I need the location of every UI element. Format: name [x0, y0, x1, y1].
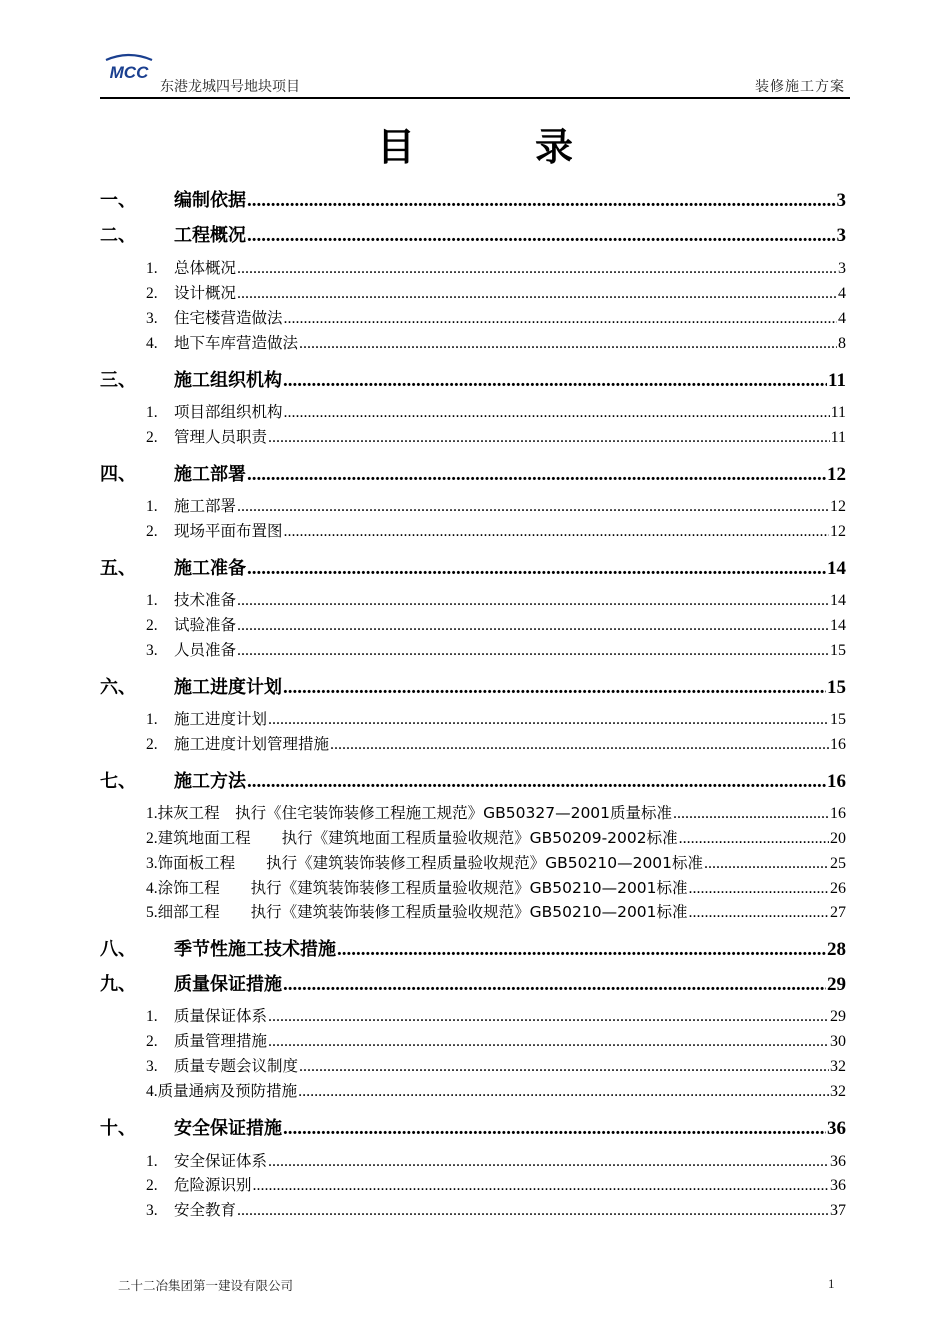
- toc-entry-number: 4.: [146, 1083, 158, 1100]
- toc-entry-number: 1.: [146, 711, 158, 728]
- toc-dot-leader: [283, 1118, 826, 1140]
- toc-entry[interactable]: [100, 186, 846, 212]
- toc-entry-title: 安全教育: [174, 1201, 237, 1219]
- toc-entry-page: 37: [830, 1202, 846, 1219]
- toc-entry-title: 危险源识别: [174, 1176, 252, 1194]
- toc-dot-leader: [689, 880, 829, 898]
- toc-dot-leader: [237, 642, 829, 660]
- toc-entry-page: 15: [830, 711, 846, 728]
- toc-entry-page: 16: [827, 771, 846, 792]
- toc-entry-number: 六、: [100, 677, 136, 698]
- toc-entry-number: 1.: [146, 805, 158, 822]
- toc-entry-title: 质量专题会议制度: [174, 1057, 299, 1075]
- toc-entry-number: 四、: [100, 464, 136, 485]
- toc-entry[interactable]: [100, 494, 846, 516]
- toc-entry-title: 住宅楼营造做法: [174, 309, 283, 327]
- toc-entry-page: 3: [836, 190, 846, 211]
- toc-entry-title: 施工进度计划: [174, 710, 268, 728]
- toc-entry-number: 七、: [100, 771, 136, 792]
- toc-entry-title: 质量通病及预防措施: [157, 1082, 298, 1100]
- toc-entry-number: 3.: [146, 642, 158, 659]
- toc-entry-title: 施工进度计划管理措施: [174, 735, 330, 753]
- toc-entry-number: 4.: [146, 335, 158, 352]
- toc-entry-title: 现场平面布置图: [174, 522, 283, 540]
- toc-entry-page: 11: [828, 370, 846, 391]
- toc-dot-leader: [237, 592, 829, 610]
- toc-entry-page: 27: [830, 904, 846, 921]
- toc-entry-title: 地下车库营造做法: [174, 334, 299, 352]
- toc-entry-page: 4: [838, 285, 846, 302]
- toc-entry-page: 28: [827, 939, 846, 960]
- toc-entry-page: 32: [830, 1058, 846, 1075]
- toc-entry-title: 技术准备: [174, 591, 237, 609]
- toc-entry-number: 五、: [100, 558, 136, 579]
- toc-entry-page: 15: [830, 642, 846, 659]
- toc-entry[interactable]: [100, 826, 846, 848]
- toc-dot-leader: [237, 617, 829, 635]
- toc-entry-title: 施工部署: [174, 497, 237, 515]
- toc-entry-title: 建筑地面工程 执行《建筑地面工程质量验收规范》GB50209-2002标准: [157, 829, 678, 847]
- toc-entry[interactable]: [100, 801, 846, 823]
- toc-dot-leader: [284, 523, 829, 541]
- toc-dot-leader: [237, 260, 837, 278]
- toc-dot-leader: [679, 830, 829, 848]
- toc-entry-title: 施工准备: [174, 558, 246, 579]
- toc-entry[interactable]: [100, 1114, 846, 1140]
- toc-entry[interactable]: [100, 1079, 846, 1101]
- toc-entry-number: 2.: [146, 617, 158, 634]
- toc-entry-title: 细部工程 执行《建筑装饰装修工程质量验收规范》GB50210—2001标准: [157, 903, 688, 921]
- toc-entry-page: 12: [830, 523, 846, 540]
- toc-dot-leader: [284, 404, 830, 422]
- toc-entry-number: 2.: [146, 830, 158, 847]
- toc-dot-leader: [237, 285, 837, 303]
- toc-dot-leader: [268, 1008, 829, 1026]
- toc-entry-number: 2.: [146, 1177, 158, 1194]
- toc-dot-leader: [237, 1202, 829, 1220]
- toc-entry-page: 36: [830, 1153, 846, 1170]
- toc-dot-leader: [283, 677, 826, 699]
- toc-entry-number: 1.: [146, 1008, 158, 1025]
- toc-entry[interactable]: [100, 732, 846, 754]
- toc-entry-title: 编制依据: [174, 190, 246, 211]
- toc-entry-page: 3: [836, 225, 846, 246]
- toc-entry-title: 人员准备: [174, 641, 237, 659]
- toc-entry-title: 施工进度计划: [174, 677, 282, 698]
- footer-page-number: 1: [828, 1276, 835, 1291]
- toc-entry[interactable]: [100, 366, 846, 392]
- header-divider: [100, 97, 850, 99]
- logo-text: MCC: [109, 63, 149, 82]
- toc-entry-page: 26: [830, 880, 846, 897]
- toc-entry[interactable]: [100, 767, 846, 793]
- toc-entry-page: 14: [830, 617, 846, 634]
- toc-entry[interactable]: [100, 876, 846, 898]
- toc-dot-leader: [247, 190, 836, 212]
- toc-dot-leader: [673, 805, 829, 823]
- toc-entry[interactable]: [100, 460, 846, 486]
- toc-entry-title: 总体概况: [174, 259, 237, 277]
- toc-dot-leader: [247, 225, 836, 247]
- toc-entry-number: 3.: [146, 1202, 158, 1219]
- toc-dot-leader: [284, 310, 837, 328]
- toc-entry-title: 施工组织机构: [174, 370, 282, 391]
- toc-entry-page: 11: [830, 429, 846, 446]
- toc-dot-leader: [237, 498, 829, 516]
- toc-entry-page: 32: [830, 1083, 846, 1100]
- toc-entry-number: 一、: [100, 190, 136, 211]
- toc-entry-title: 质量保证措施: [174, 974, 282, 995]
- toc-entry-title: 工程概况: [174, 225, 246, 246]
- header-project-name: 东港龙城四号地块项目: [160, 79, 300, 95]
- toc-entry[interactable]: [100, 221, 846, 247]
- toc-dot-leader: [337, 939, 826, 961]
- header-document-type: 装修施工方案: [755, 79, 845, 95]
- toc-entry-page: 16: [830, 805, 846, 822]
- toc-entry-page: 3: [838, 260, 846, 277]
- toc-entry[interactable]: [100, 935, 846, 961]
- toc-entry[interactable]: [100, 1149, 846, 1171]
- toc-entry-title: 季节性施工技术措施: [174, 939, 336, 960]
- toc-entry-page: 4: [838, 310, 846, 327]
- toc-entry[interactable]: [100, 425, 846, 447]
- toc-entry-number: 5.: [146, 904, 158, 921]
- toc-entry[interactable]: [100, 638, 846, 660]
- toc-entry-title: 质量管理措施: [174, 1032, 268, 1050]
- toc-entry-title: 饰面板工程 执行《建筑装饰装修工程质量验收规范》GB50210—2001标准: [157, 854, 704, 872]
- toc-dot-leader: [299, 1058, 829, 1076]
- toc-entry-title: 安全保证措施: [174, 1118, 282, 1139]
- toc-entry[interactable]: [100, 851, 846, 873]
- toc-entry[interactable]: [100, 970, 846, 996]
- toc-entry-page: 14: [827, 558, 846, 579]
- toc-entry-number: 1.: [146, 404, 158, 421]
- toc-entry-number: 3.: [146, 855, 158, 872]
- toc-entry[interactable]: [100, 256, 846, 278]
- toc-entry[interactable]: [100, 673, 846, 699]
- toc-entry[interactable]: [100, 1029, 846, 1051]
- toc-entry[interactable]: [100, 331, 846, 353]
- toc-entry-title: 质量保证体系: [174, 1007, 268, 1025]
- toc-entry-page: 8: [838, 335, 846, 352]
- toc-entry[interactable]: [100, 613, 846, 635]
- toc-entry-number: 3.: [146, 1058, 158, 1075]
- toc-entry-number: 2.: [146, 285, 158, 302]
- toc-entry-page: 29: [827, 974, 846, 995]
- toc-dot-leader: [689, 904, 829, 922]
- toc-title-left: 目: [376, 124, 415, 169]
- toc-entry-number: 1.: [146, 260, 158, 277]
- toc-dot-leader: [247, 464, 826, 486]
- toc-entry[interactable]: [100, 1054, 846, 1076]
- toc-entry-title: 抹灰工程 执行《住宅装饰装修工程施工规范》GB50327—2001质量标准: [157, 804, 673, 822]
- toc-entry-page: 12: [830, 498, 846, 515]
- toc-entry-page: 25: [830, 855, 846, 872]
- toc-entry-title: 试验准备: [174, 616, 237, 634]
- toc-entry-number: 十、: [100, 1118, 136, 1139]
- toc-entry-number: 三、: [100, 370, 136, 391]
- toc-dot-leader: [298, 1083, 829, 1101]
- toc-entry-title: 施工部署: [174, 464, 246, 485]
- toc-entry-title: 项目部组织机构: [174, 403, 283, 421]
- toc-entry[interactable]: [100, 281, 846, 303]
- toc-dot-leader: [268, 1153, 829, 1171]
- toc-entry-number: 八、: [100, 939, 136, 960]
- toc-entry-page: 36: [827, 1118, 846, 1139]
- toc-entry-page: 12: [827, 464, 846, 485]
- toc-entry-page: 11: [830, 404, 846, 421]
- toc-dot-leader: [247, 771, 826, 793]
- toc-entry[interactable]: [100, 1173, 846, 1195]
- toc-entry-title: 施工方法: [174, 771, 246, 792]
- toc-entry-page: 14: [830, 592, 846, 609]
- toc-entry[interactable]: [100, 400, 846, 422]
- toc-entry[interactable]: [100, 588, 846, 610]
- toc-entry-number: 2.: [146, 523, 158, 540]
- toc-entry-number: 2.: [146, 1033, 158, 1050]
- toc-entry-page: 20: [830, 830, 846, 847]
- toc-dot-leader: [253, 1177, 829, 1195]
- toc-dot-leader: [268, 711, 829, 729]
- toc-entry-number: 2.: [146, 429, 158, 446]
- toc-entry-number: 4.: [146, 880, 158, 897]
- toc-entry[interactable]: [100, 1198, 846, 1220]
- toc-dot-leader: [268, 429, 830, 447]
- toc-dot-leader: [330, 736, 829, 754]
- toc-entry-title: 涂饰工程 执行《建筑装饰装修工程质量验收规范》GB50210—2001标准: [157, 879, 688, 897]
- toc-entry-page: 29: [830, 1008, 846, 1025]
- toc-entry-number: 1.: [146, 592, 158, 609]
- toc-entry-page: 16: [830, 736, 846, 753]
- toc-entry-page: 36: [830, 1177, 846, 1194]
- toc-dot-leader: [268, 1033, 829, 1051]
- toc-title: [0, 116, 950, 171]
- toc-entry[interactable]: [100, 519, 846, 541]
- footer-company: 二十二冶集团第一建设有限公司: [118, 1278, 294, 1293]
- toc-entry[interactable]: [100, 707, 846, 729]
- toc-entry[interactable]: [100, 554, 846, 580]
- toc-entry-number: 1.: [146, 498, 158, 515]
- toc-entry[interactable]: [100, 1004, 846, 1026]
- toc-entry-number: 二、: [100, 225, 136, 246]
- toc-entry-number: 1.: [146, 1153, 158, 1170]
- toc-dot-leader: [283, 370, 827, 392]
- toc-entry-title: 安全保证体系: [174, 1152, 268, 1170]
- toc-entry-number: 2.: [146, 736, 158, 753]
- toc-entry-number: 九、: [100, 974, 136, 995]
- toc-dot-leader: [247, 558, 826, 580]
- mcc-logo-icon: [100, 52, 158, 86]
- toc-dot-leader: [299, 335, 837, 353]
- toc-entry-title: 设计概况: [174, 284, 237, 302]
- toc-entry-number: 3.: [146, 310, 158, 327]
- toc-entry[interactable]: [100, 306, 846, 328]
- toc-dot-leader: [704, 855, 829, 873]
- toc-title-right: 录: [535, 124, 574, 169]
- toc-entry-page: 30: [830, 1033, 846, 1050]
- toc-entry[interactable]: [100, 900, 846, 922]
- toc-entry-title: 管理人员职责: [174, 428, 268, 446]
- toc-entry-page: 15: [827, 677, 846, 698]
- toc-dot-leader: [283, 974, 826, 996]
